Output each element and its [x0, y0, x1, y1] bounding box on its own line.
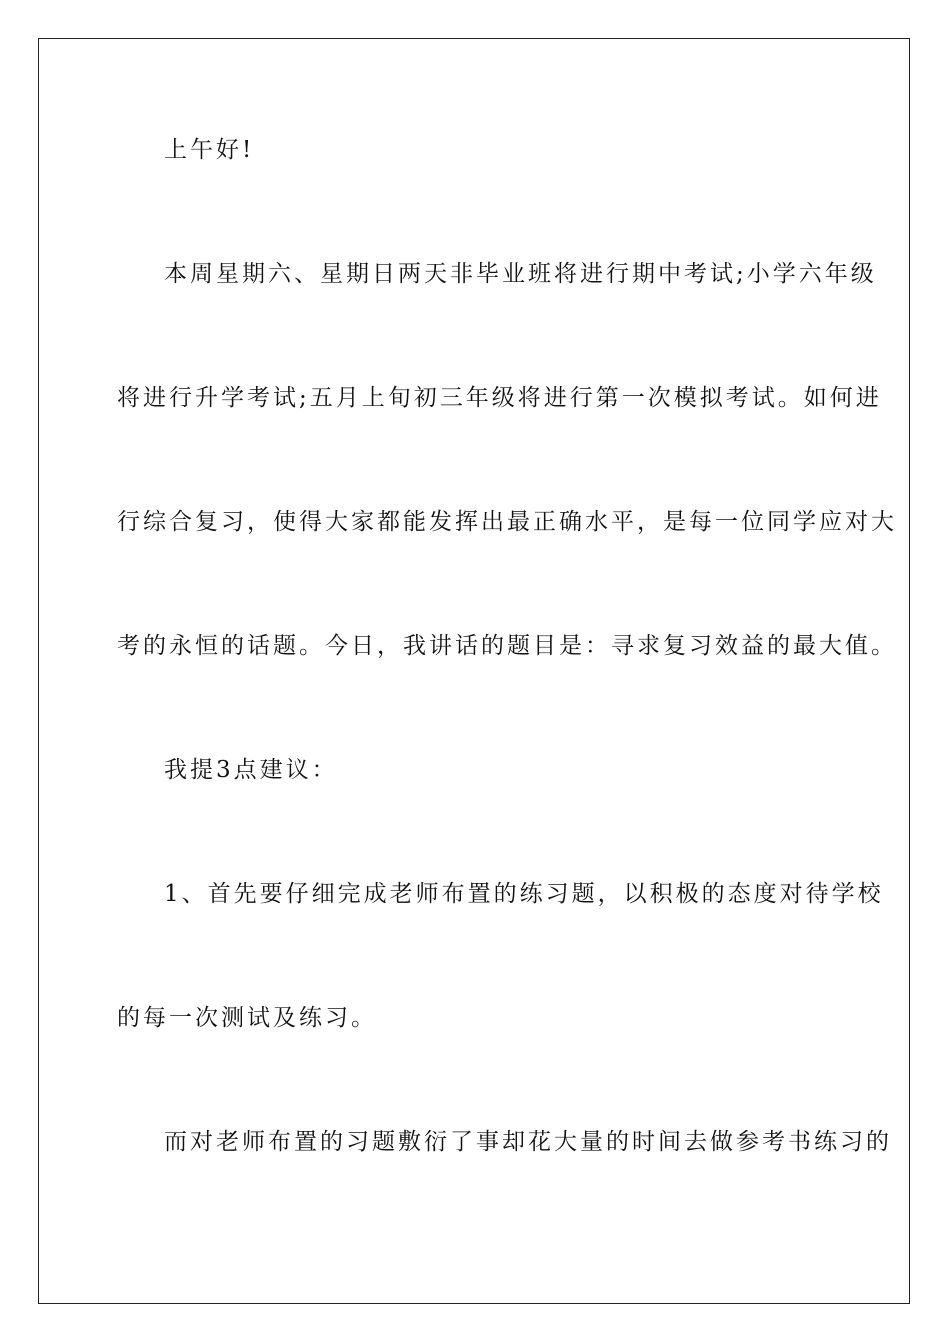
suggestion-intro-line: 我提3点建议：: [164, 757, 338, 783]
suggestion-1-line-1: 1、首先要仔细完成老师布置的练习题，以积极的态度对待学校: [164, 881, 884, 907]
paragraph-1-line-2: 将进行升学考试;五月上旬初三年级将进行第一次模拟考试。如何进: [117, 385, 882, 411]
page-border: [38, 38, 910, 1304]
paragraph-1-line-3: 行综合复习，使得大家都能发挥出最正确水平，是每一位同学应对大: [117, 509, 897, 535]
suggestion-1-line-2: 的每一次测试及练习。: [117, 1005, 377, 1031]
paragraph-3-line-1: 而对老师布置的习题敷衍了事却花大量的时间去做参考书练习的: [164, 1129, 892, 1155]
paragraph-1-line-4: 考的永恒的话题。今日，我讲话的题目是：寻求复习效益的最大值。: [117, 633, 897, 659]
paragraph-1-line-1: 本周星期六、星期日两天非毕业班将进行期中考试;小学六年级: [164, 261, 877, 287]
greeting-line: 上午好!: [164, 137, 255, 163]
